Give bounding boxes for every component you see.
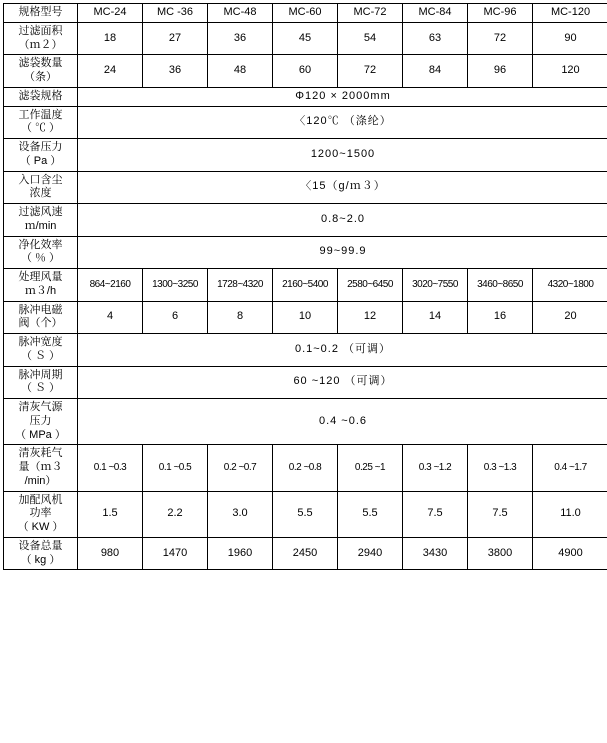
row-value-cell: 4900 <box>533 537 607 570</box>
table-header-row <box>4 4 607 23</box>
row-span-value: 1200~1500 <box>78 139 607 172</box>
row-label-line: 滤袋规格 <box>5 90 76 104</box>
row-label-line: 功率 <box>5 507 76 521</box>
row-value-cell: 96 <box>468 55 533 88</box>
row-value-cell: 36 <box>208 22 273 55</box>
row-label <box>4 334 78 367</box>
row-value-cell: 0.3 ~1.3 <box>468 445 533 491</box>
row-label-line: （条） <box>5 71 76 85</box>
purification-efficiency-row <box>4 236 607 269</box>
row-label <box>4 537 78 570</box>
row-value-cell: 2580~6450 <box>338 269 403 302</box>
row-label-line: 清灰气源 <box>5 401 76 415</box>
row-label-line: （ｍ２） <box>5 39 76 53</box>
row-span-value: 60 ~120 （可调） <box>78 366 607 399</box>
cleaning-gas-pressure-row <box>4 399 607 445</box>
row-label-line: 量（ｍ３ <box>5 461 76 475</box>
filter-speed-row <box>4 204 607 237</box>
row-label <box>4 366 78 399</box>
row-label <box>4 301 78 334</box>
row-label <box>4 399 78 445</box>
row-value-cell: 2.2 <box>143 491 208 537</box>
row-value-cell: 63 <box>403 22 468 55</box>
row-value-cell: 5.5 <box>273 491 338 537</box>
header-model-cell: MC-60 <box>273 4 338 23</box>
row-value-cell: 11.0 <box>533 491 607 537</box>
total-weight-row <box>4 537 607 570</box>
row-label <box>4 139 78 172</box>
fan-power-row <box>4 491 607 537</box>
row-value-cell: 72 <box>338 55 403 88</box>
processing-airflow-row <box>4 269 607 302</box>
row-value-cell: 2940 <box>338 537 403 570</box>
row-label <box>4 491 78 537</box>
row-value-cell: 3430 <box>403 537 468 570</box>
row-value-cell: 0.1 ~0.3 <box>78 445 143 491</box>
header-model-cell: MC-24 <box>78 4 143 23</box>
row-value-cell: 0.2 ~0.8 <box>273 445 338 491</box>
row-label-line: 浓度 <box>5 187 76 201</box>
row-label-line: 脉冲周期 <box>5 369 76 383</box>
row-value-cell: 48 <box>208 55 273 88</box>
row-value-cell: 3.0 <box>208 491 273 537</box>
row-label-line: 脉冲电磁 <box>5 304 76 318</box>
row-label-line: （ ％ ） <box>5 252 76 266</box>
row-value-cell: 24 <box>78 55 143 88</box>
row-span-value: 0.8~2.0 <box>78 204 607 237</box>
row-label-line: 过滤风速 <box>5 206 76 220</box>
row-value-cell: 14 <box>403 301 468 334</box>
row-span-value: Φ120 × 2000mm <box>78 87 607 106</box>
row-label-line: 滤袋数量 <box>5 57 76 71</box>
row-value-cell: 16 <box>468 301 533 334</box>
row-value-cell: 0.25 ~1 <box>338 445 403 491</box>
pulse-valve-row <box>4 301 607 334</box>
row-label-line: 过滤面积 <box>5 25 76 39</box>
row-label <box>4 269 78 302</box>
row-value-cell: 3800 <box>468 537 533 570</box>
row-value-cell: 0.1 ~0.5 <box>143 445 208 491</box>
cleaning-gas-consumption-row <box>4 445 607 491</box>
row-value-cell: 0.2 ~0.7 <box>208 445 273 491</box>
row-label-line: （ KW ） <box>5 521 76 535</box>
row-span-value: 0.4 ~0.6 <box>78 399 607 445</box>
row-value-cell: 8 <box>208 301 273 334</box>
header-model-cell: MC -36 <box>143 4 208 23</box>
row-value-cell: 2160~5400 <box>273 269 338 302</box>
row-label <box>4 445 78 491</box>
row-label <box>4 55 78 88</box>
row-label-line: 净化效率 <box>5 239 76 253</box>
row-label-line: （ Pa ） <box>5 155 76 169</box>
row-label-line: （ kg ） <box>5 554 76 568</box>
row-label-line: 处理风量 <box>5 271 76 285</box>
row-label-line: 压力 <box>5 415 76 429</box>
row-span-value: 〈120℃ （涤纶） <box>78 106 607 139</box>
row-value-cell: 36 <box>143 55 208 88</box>
row-value-cell: 60 <box>273 55 338 88</box>
row-label-line: 加配风机 <box>5 494 76 508</box>
row-label-line: 工作温度 <box>5 109 76 123</box>
row-value-cell: 1960 <box>208 537 273 570</box>
row-value-cell: 90 <box>533 22 607 55</box>
row-value-cell: 12 <box>338 301 403 334</box>
row-label <box>4 236 78 269</box>
specification-table <box>3 3 607 570</box>
row-value-cell: 20 <box>533 301 607 334</box>
row-value-cell: 0.3 ~1.2 <box>403 445 468 491</box>
row-value-cell: 10 <box>273 301 338 334</box>
pulse-cycle-row <box>4 366 607 399</box>
equipment-pressure-row <box>4 139 607 172</box>
pulse-width-row <box>4 334 607 367</box>
row-label-line: ｍ３/h <box>5 285 76 299</box>
row-value-cell: 4 <box>78 301 143 334</box>
filter-area-row <box>4 22 607 55</box>
row-value-cell: 27 <box>143 22 208 55</box>
row-value-cell: 1.5 <box>78 491 143 537</box>
row-value-cell: 7.5 <box>468 491 533 537</box>
row-value-cell: 5.5 <box>338 491 403 537</box>
row-label-line: （ Ｓ ） <box>5 350 76 364</box>
row-value-cell: 120 <box>533 55 607 88</box>
row-value-cell: 3460~8650 <box>468 269 533 302</box>
row-value-cell: 980 <box>78 537 143 570</box>
row-value-cell: 7.5 <box>403 491 468 537</box>
header-model-cell: MC-48 <box>208 4 273 23</box>
row-value-cell: 3020~7550 <box>403 269 468 302</box>
row-label <box>4 87 78 106</box>
bag-count-row <box>4 55 607 88</box>
table-body <box>4 4 607 570</box>
row-label-line: /min） <box>5 475 76 489</box>
bag-spec-row <box>4 87 607 106</box>
row-value-cell: 45 <box>273 22 338 55</box>
row-value-cell: 84 <box>403 55 468 88</box>
row-label <box>4 22 78 55</box>
header-label-cell: 规格型号 <box>4 4 78 23</box>
row-value-cell: 54 <box>338 22 403 55</box>
row-value-cell: 0.4 ~1.7 <box>533 445 607 491</box>
header-model-cell: MC-120 <box>533 4 607 23</box>
row-label-line: 脉冲宽度 <box>5 336 76 350</box>
row-label-line: 清灰耗气 <box>5 447 76 461</box>
row-label-line: 设备压力 <box>5 141 76 155</box>
row-label-line: （ ℃ ） <box>5 122 76 136</box>
header-model-cell: MC-96 <box>468 4 533 23</box>
row-label <box>4 204 78 237</box>
row-value-cell: 72 <box>468 22 533 55</box>
row-value-cell: 6 <box>143 301 208 334</box>
row-label-line: （ Ｓ ） <box>5 382 76 396</box>
row-value-cell: 1300~3250 <box>143 269 208 302</box>
row-label-line: 阀（个） <box>5 317 76 331</box>
working-temp-row <box>4 106 607 139</box>
row-label <box>4 106 78 139</box>
row-span-value: 〈15（g/ｍ３） <box>78 171 607 204</box>
inlet-dust-row <box>4 171 607 204</box>
row-label-line: 设备总量 <box>5 540 76 554</box>
row-value-cell: 1728~4320 <box>208 269 273 302</box>
row-label-line: 入口含尘 <box>5 174 76 188</box>
row-span-value: 0.1~0.2 （可调） <box>78 334 607 367</box>
row-span-value: 99~99.9 <box>78 236 607 269</box>
row-value-cell: 4320~1800 <box>533 269 607 302</box>
header-model-cell: MC-84 <box>403 4 468 23</box>
row-value-cell: 1470 <box>143 537 208 570</box>
row-value-cell: 18 <box>78 22 143 55</box>
row-label-line: （ MPa ） <box>5 429 76 443</box>
header-model-cell: MC-72 <box>338 4 403 23</box>
row-label <box>4 171 78 204</box>
row-label-line: ｍ/min <box>5 220 76 234</box>
row-value-cell: 2450 <box>273 537 338 570</box>
row-value-cell: 864~2160 <box>78 269 143 302</box>
